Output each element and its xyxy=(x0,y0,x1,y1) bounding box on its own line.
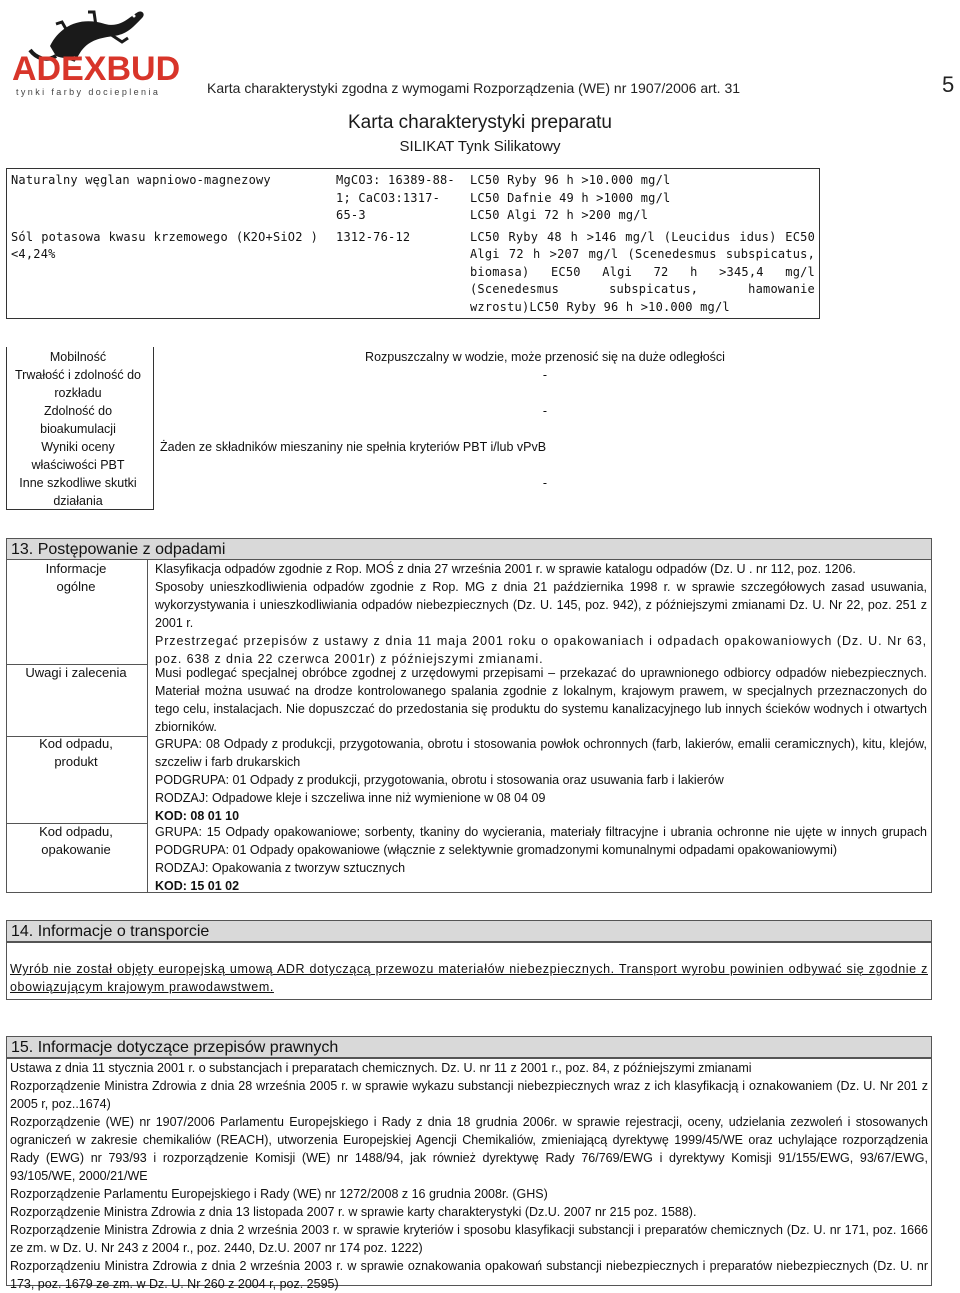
product-kind: RODZAJ: Odpadowe kleje i szczeliwa inne niż wymienione w 08 04 09 xyxy=(155,791,546,805)
table-row xyxy=(7,169,820,227)
info-line: Klasyfikacja odpadów zgodnie z Rop. MOŚ z dnia 27 września 2001 r. w sprawie katalogu odpadów (Dz. U . nr 112, poz. 1206. xyxy=(155,562,856,576)
info-label: Informacje ogólne xyxy=(45,561,107,594)
list-item: Rozporządzeniu Ministra Zdrowia z dnia 2 września 2003 r. w sprawie oznakowania opakowań substancji niebezpiecznych i preparatów niebezpiecznych (Dz. U. nr 173, poz. 1679 ze zm. w Dz. U. Nr 260 z 2004 r, poz. 2595) xyxy=(10,1259,928,1291)
property-label-other-effects: Inne szkodliwe skutki działania xyxy=(19,476,137,508)
packaging-group: GRUPA: 15 Odpady opakowaniowe; sorbenty, tkaniny do wycierania, materiały filtracyjne i ubrania ochronne nie ujęte w innych grupach PODGRUPA: 01 Odpady opakowaniowe (włącznie z selektywnie gromadzonymi komunalnymi odpadami opakowaniowymi) xyxy=(155,825,927,857)
table-row xyxy=(7,227,820,319)
product-code-label: Kod odpadu, produkt xyxy=(39,736,113,769)
list-item: Rozporządzenie Ministra Zdrowia z dnia 13 listopada 2007 r. w sprawie karty charakterystyki (Dz.U. 2007 nr 215 poz. 1588). xyxy=(10,1205,697,1219)
property-value-pbt: Żaden ze składników mieszaniny nie spełnia kryteriów PBT i/lub vPvB xyxy=(160,440,547,454)
product-code-text xyxy=(155,735,927,825)
substance-name: Naturalny węglan wapniowo-magnezowy xyxy=(11,173,271,187)
product-code: KOD: 08 01 10 xyxy=(155,809,240,823)
list-item: Ustawa z dnia 11 stycznia 2001 r. o substancjach i preparatach chemicznych. Dz. U. nr 11 z 2001 r., poz. 84, z późniejszymi zmianami xyxy=(10,1061,752,1075)
tox-value: LC50 Algi 72 h >200 mg/l xyxy=(469,208,649,222)
page-number: 5 xyxy=(942,72,955,97)
tox-value: LC50 Ryby 96 h >10.000 mg/l xyxy=(469,173,671,187)
info-line: Sposoby unieszkodliwienia odpadów zgodnie z Rop. MG z dnia 21 października 1998 r. w sprawie szczegółowych zasad usuwania, wykorzystywania i unieszkodliwiania odpadów niebezpiecznych (Dz. U. 145, poz. 942), z późniejszymi zmianami Dz. U. Nr 22, poz. 251 z 2001 r. xyxy=(155,580,927,630)
product-subgroup: PODGRUPA: 01 Odpady z produkcji, przygotowania, obrotu i stosowania oraz usuwania farb i lakierów xyxy=(155,773,724,787)
property-value-bioaccumulation: - xyxy=(542,404,548,418)
property-label-mobility: Mobilność xyxy=(49,350,107,364)
document-subtitle: SILIKAT Tynk Silikatowy xyxy=(399,138,561,155)
section-13-header: 13. Postępowanie z odpadami xyxy=(6,538,932,560)
packaging-code: KOD: 15 01 02 xyxy=(155,879,240,893)
transport-text: Wyrób nie został objęty europejską umową ADR dotyczącą przewozu materiałów niebezpiecznych. Transport wyrobu powinien odbywać się zgodnie z obowiązującym krajowym prawodawstwem. xyxy=(10,962,928,994)
section-15-header: 15. Informacje dotyczące przepisów prawnych xyxy=(6,1036,932,1058)
property-value-other-effects: - xyxy=(542,476,548,490)
substance-data xyxy=(460,169,820,227)
substance-data: LC50 Ryby 48 h >146 mg/l (Leucidus idus) EC50 Algi 72 h >207 mg/l (Scenedesmus subspicatus, biomasa) EC50 Algi 72 h >345,4 mg/l (Scenedesmus subspicatus, hamowanie wzrostu)LC50 Ryby 96 h >10.000 mg/l xyxy=(469,229,815,314)
packaging-code-label: Kod odpadu, opakowanie xyxy=(39,824,113,857)
list-item: Rozporządzenie Parlamentu Europejskiego i Rady (WE) nr 1272/2008 z 16 grudnia 2008r. (GHS) xyxy=(10,1187,548,1201)
info-text xyxy=(155,560,927,668)
property-label-degradability: Trwałość i zdolność do rozkładu xyxy=(15,368,141,400)
substance-cas: 1312-76-12 xyxy=(336,229,411,244)
company-logo xyxy=(10,6,182,98)
property-value-mobility: Rozpuszczalny w wodzie, może przenosić się na duże odległości xyxy=(365,350,725,364)
remarks-label: Uwagi i zalecenia xyxy=(25,665,127,680)
list-item: Rozporządzenie Ministra Zdrowia z dnia 28 września 2005 r. w sprawie wykazu substancji niebezpiecznych wraz z ich klasyfikacją i oznakowaniem (Dz. U. Nr 201 z 2005 r, poz..1674) xyxy=(10,1079,928,1111)
section-14-header: 14. Informacje o transporcie xyxy=(6,920,932,942)
product-group: GRUPA: 08 Odpady z produkcji, przygotowania, obrotu i stosowania powłok ochronnych (farb, lakierów, emalii ceramicznych), kitu, klejów, szczeliw i farb drukarskich xyxy=(155,737,927,769)
regulations-list xyxy=(10,1059,928,1293)
packaging-kind: RODZAJ: Opakowania z tworzyw sztucznych xyxy=(155,861,406,875)
property-value-degradability: - xyxy=(542,368,548,382)
substance-name: Sól potasowa kwasu krzemowego (K2O+SiO2 ) <4,24% xyxy=(11,229,319,261)
list-item: Rozporządzenie Ministra Zdrowia z dnia 2 września 2003 r. w sprawie kryteriów i sposobu klasyfikacji substancji i preparatów chemicznych (Dz. U. nr 171, poz. 1666 ze zm. w Dz. U. Nr 243 z 2004 r., poz. 2440, Dz.U. 2007 nr 174 poz. 1222) xyxy=(10,1223,928,1255)
substance-cas: MgCO3: 16389-88-1; CaCO3:1317-65-3 xyxy=(336,173,455,222)
list-item: Rozporządzenie (WE) nr 1907/2006 Parlamentu Europejskiego i Rady z dnia 18 grudnia 2006r. w sprawie rejestracji, oceny, udzielania zezwoleń i stosowanych ograniczeń w zakresie chemikaliów (REACH), utworzenia Europejskiej Agencji Chemikaliów, zmieniającą dyrektywę 1999/45/WE oraz uchylające rozporządzenia Rady (EWG) nr 793/93 i rozporządzenie Komisji (WE) nr 1488/94, jak również dyrektywę Rady 76/769/EWG i dyrektywy Komisji 91/155/EWG, 93/67/EWG, 93/105/WE, 2000/21/WE xyxy=(10,1115,928,1183)
remarks-text: Musi podlegać specjalnej obróbce zgodnej z urzędowymi przepisami – przekazać do uprawnionego odbiorcy odpadów niebezpiecznych. Materiał można usuwać na drodze kontrolowanego spalania zgodnie z lokalnym, krajowym prawem, w specjalnych przeznaczonych do tego celu, instalacjach. Nie dopuszczać do przedostania się produktu do systemu kanalizacyjnego lub innych ścieków wodnych i otwartych zbiorników. xyxy=(155,666,927,734)
regulation-line: Karta charakterystyki zgodna z wymogami Rozporządzenia (WE) nr 1907/2006 art. 31 xyxy=(207,80,741,96)
document-title: Karta charakterystyki preparatu xyxy=(347,112,612,133)
tox-value: LC50 Dafnie 49 h >1000 mg/l xyxy=(469,190,671,205)
gecko-logo-icon xyxy=(10,6,182,98)
property-label-bioaccumulation: Zdolność do bioakumulacji xyxy=(40,404,116,436)
info-line: Przestrzegać przepisów z ustawy z dnia 11 maja 2001 roku o opakowaniach i odpadach opakowaniowych (Dz. U. Nr 63, poz. 638 z dnia 22 czerwca 2001r) z późniejszymi zmianami. xyxy=(155,634,927,666)
logo-tagline: tynki farby docieplenia xyxy=(16,87,161,97)
toxicity-table xyxy=(6,168,820,319)
packaging-code-text xyxy=(155,823,927,895)
property-label-pbt: Wyniki oceny właściwości PBT xyxy=(31,440,125,472)
column-divider xyxy=(147,560,148,892)
logo-wordmark: ADEXBUD xyxy=(12,50,181,88)
